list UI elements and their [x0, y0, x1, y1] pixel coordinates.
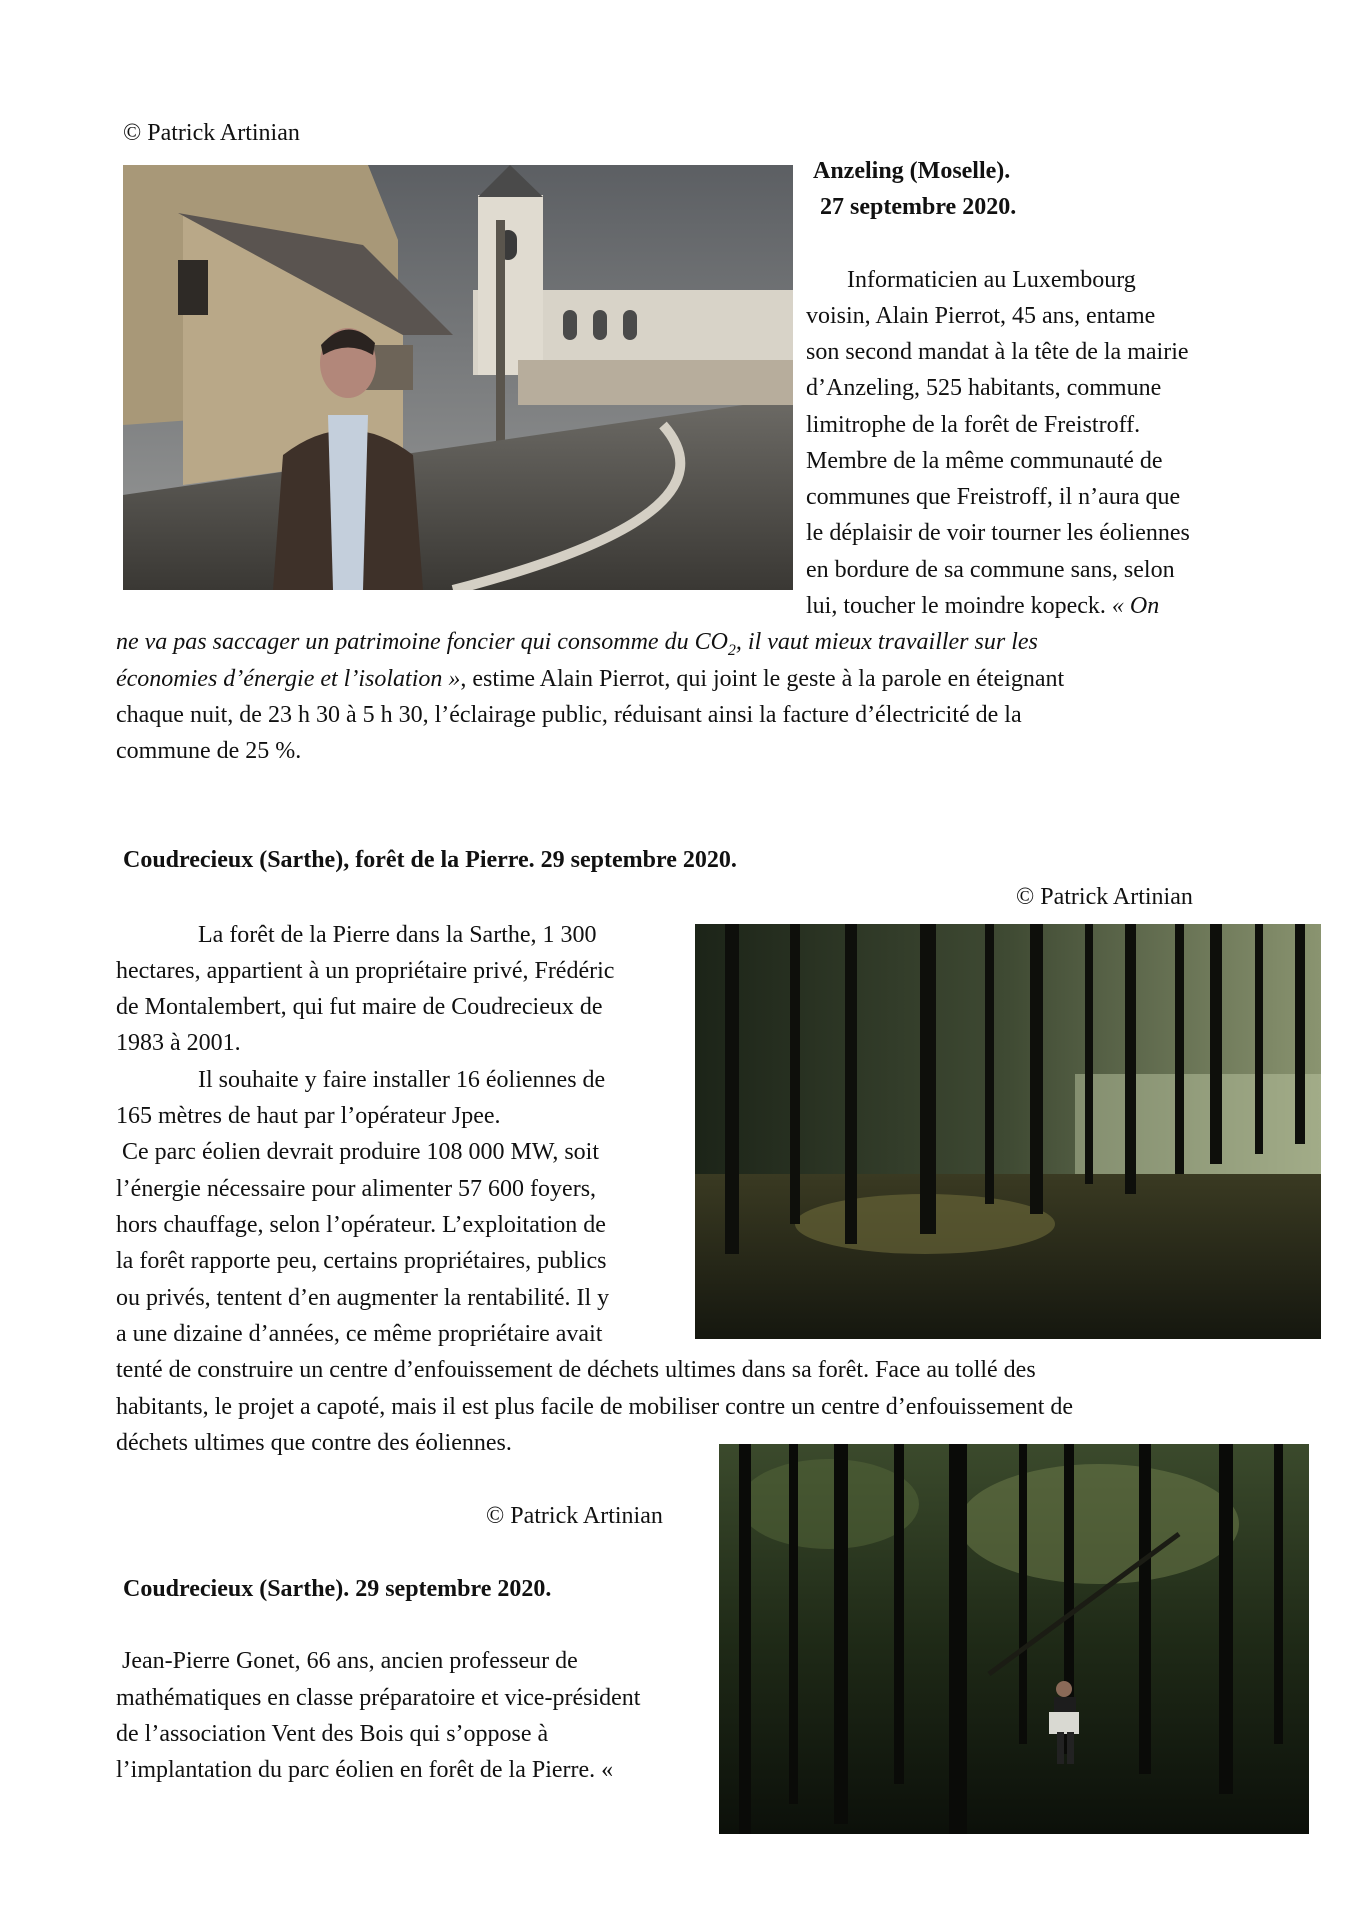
section3-heading: Coudrecieux (Sarthe). 29 septembre 2020.: [123, 1576, 552, 1602]
section1-text-line: chaque nuit, de 23 h 30 à 5 h 30, l’éclairage public, réduisant ainsi la facture d’électricité de la: [116, 702, 1022, 728]
section1-date: 27 septembre 2020.: [820, 194, 1017, 220]
section2-text-line: tenté de construire un centre d’enfouissement de déchets ultimes dans sa forêt. Face au tollé des: [116, 1357, 1036, 1383]
section3-text-line: de l’association Vent des Bois qui s’oppose à: [116, 1721, 549, 1747]
section2-text-line: hectares, appartient à un propriétaire privé, Frédéric: [116, 958, 615, 984]
section3-text-line: mathématiques en classe préparatoire et vice-président: [116, 1685, 641, 1711]
section1-text-line: [116, 661, 1064, 697]
section2-text-line: la forêt rapporte peu, certains propriétaires, publics: [116, 1248, 607, 1274]
section1-text-line: le déplaisir de voir tourner les éoliennes: [806, 520, 1190, 546]
photo-credit-2: © Patrick Artinian: [1016, 884, 1193, 910]
section2-text-line: 165 mètres de haut par l’opérateur Jpee.: [116, 1103, 501, 1129]
section1-text-line: Informaticien au Luxembourg: [847, 267, 1136, 293]
subscript: 2: [727, 641, 736, 659]
section1-text-line: Membre de la même communauté de: [806, 448, 1163, 474]
section1-text-line: son second mandat à la tête de la mairie: [806, 339, 1189, 365]
section3-text-line: l’implantation du parc éolien en forêt de la Pierre. «: [116, 1757, 614, 1783]
section2-text-line: ou privés, tentent d’en augmenter la rentabilité. Il y: [116, 1285, 610, 1311]
photo-credit-1: © Patrick Artinian: [123, 120, 300, 146]
section1-text-line: voisin, Alain Pierrot, 45 ans, entame: [806, 303, 1156, 329]
quote-span: « On: [1111, 593, 1160, 619]
section1-text-line: [806, 588, 1159, 624]
photo-forest-man-standing: [719, 1444, 1309, 1834]
section2-text-line: habitants, le projet a capoté, mais il est plus facile de mobiliser contre un centre d’enfouissement de: [116, 1394, 1074, 1420]
section2-text-line: a une dizaine d’années, ce même propriétaire avait: [116, 1321, 603, 1347]
section2-text-line: l’énergie nécessaire pour alimenter 57 600 foyers,: [116, 1176, 597, 1202]
section2-text-line: déchets ultimes que contre des éoliennes.: [116, 1430, 512, 1456]
section2-text-line: Il souhaite y faire installer 16 éoliennes de: [198, 1067, 606, 1093]
section2-text-line: Ce parc éolien devrait produire 108 000 MW, soit: [116, 1139, 599, 1165]
photo-village-church-mayor: [123, 165, 793, 590]
section3-text-line: Jean-Pierre Gonet, 66 ans, ancien professeur de: [116, 1648, 578, 1674]
text-span: , estime Alain Pierrot, qui joint le geste à la parole en éteignant: [460, 666, 1065, 692]
section1-text-line: d’Anzeling, 525 habitants, commune: [806, 375, 1162, 401]
photo-credit-3: © Patrick Artinian: [486, 1503, 663, 1529]
section1-text-line: limitrophe de la forêt de Freistroff.: [806, 412, 1141, 438]
quote-span: , il vaut mieux travailler sur les: [735, 629, 1038, 655]
section1-text-line: commune de 25 %.: [116, 738, 302, 764]
photo-forest-sunlit: [695, 924, 1321, 1339]
section2-heading: Coudrecieux (Sarthe), forêt de la Pierre. 29 septembre 2020.: [123, 847, 737, 873]
section1-place: Anzeling (Moselle).: [813, 158, 1011, 184]
quote-span: ne va pas saccager un patrimoine foncier qui consomme du CO: [116, 629, 728, 655]
section2-text-line: La forêt de la Pierre dans la Sarthe, 1 300: [198, 922, 597, 948]
section1-text-line: en bordure de sa commune sans, selon: [806, 557, 1175, 583]
text-span: lui, toucher le moindre kopeck.: [806, 593, 1112, 619]
section2-text-line: 1983 à 2001.: [116, 1030, 241, 1056]
section2-text-line: de Montalembert, qui fut maire de Coudrecieux de: [116, 994, 603, 1020]
section2-text-line: hors chauffage, selon l’opérateur. L’exploitation de: [116, 1212, 606, 1238]
section1-text-line: communes que Freistroff, il n’aura que: [806, 484, 1181, 510]
quote-span: économies d’énergie et l’isolation »: [116, 666, 461, 692]
